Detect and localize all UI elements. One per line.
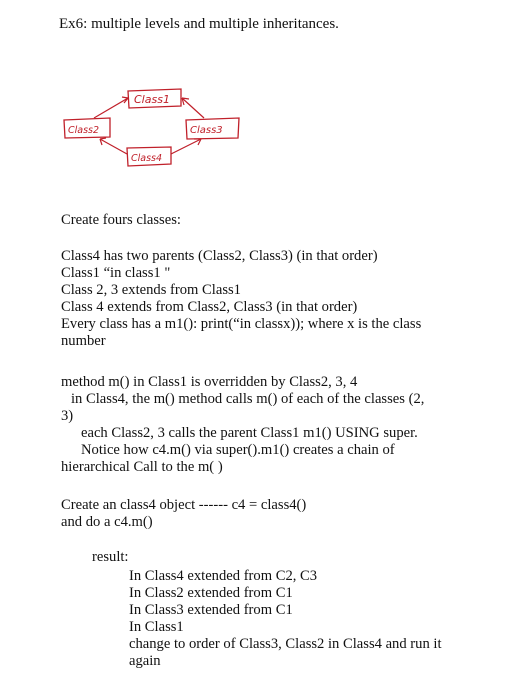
class1-label: Class1 bbox=[134, 93, 170, 106]
arrow-class4-to-class2 bbox=[100, 139, 127, 154]
result-line: In Class2 extended from C1 bbox=[129, 585, 293, 601]
text-line: Class 4 extends from Class2, Class3 (in that order) bbox=[61, 299, 358, 315]
result-line: change to order of Class3, Class2 in Class4 and run it bbox=[129, 636, 442, 652]
result-line: In Class3 extended from C1 bbox=[129, 602, 293, 618]
text-line: and do a c4.m() bbox=[61, 514, 153, 530]
text-line: in Class4, the m() method calls m() of each of the classes (2, bbox=[71, 391, 425, 407]
text-line: method m() in Class1 is overridden by Class2, 3, 4 bbox=[61, 374, 358, 390]
text-line: 3) bbox=[61, 408, 74, 424]
result-line: In Class1 bbox=[129, 619, 184, 635]
exercise-heading: Ex6: multiple levels and multiple inheritances. bbox=[59, 16, 339, 32]
text-line: Class4 has two parents (Class2, Class3) (in that order) bbox=[61, 248, 378, 264]
text-line: each Class2, 3 calls the parent Class1 m1() USING super. bbox=[81, 425, 418, 441]
class3-label: Class3 bbox=[190, 125, 223, 136]
text-line: Class1 “in class1 " bbox=[61, 265, 171, 281]
text-line: hierarchical Call to the m( ) bbox=[61, 459, 223, 475]
arrow-class3-to-class1 bbox=[182, 98, 204, 118]
text-line: Create an class4 object ------ c4 = class4() bbox=[61, 497, 307, 513]
text-line: number bbox=[61, 333, 106, 349]
inheritance-diagram bbox=[58, 82, 258, 182]
class3-node bbox=[186, 118, 239, 139]
class4-label: Class4 bbox=[131, 153, 163, 164]
result-label: result: bbox=[92, 549, 129, 565]
class4-node bbox=[127, 147, 171, 166]
text-line: Class 2, 3 extends from Class1 bbox=[61, 282, 241, 298]
create-classes-text: Create fours classes: bbox=[61, 212, 181, 228]
class2-label: Class2 bbox=[68, 125, 100, 136]
text-line: Every class has a m1(): print(“in classx)); where x is the class bbox=[61, 316, 422, 332]
class2-node bbox=[64, 118, 110, 138]
result-line: again bbox=[129, 653, 161, 669]
class1-node bbox=[128, 89, 181, 108]
result-line: In Class4 extended from C2, C3 bbox=[129, 568, 318, 584]
text-line: Notice how c4.m() via super().m1() creates a chain of bbox=[81, 442, 395, 458]
arrow-class4-to-class3 bbox=[171, 139, 201, 154]
arrow-class2-to-class1 bbox=[94, 98, 128, 118]
